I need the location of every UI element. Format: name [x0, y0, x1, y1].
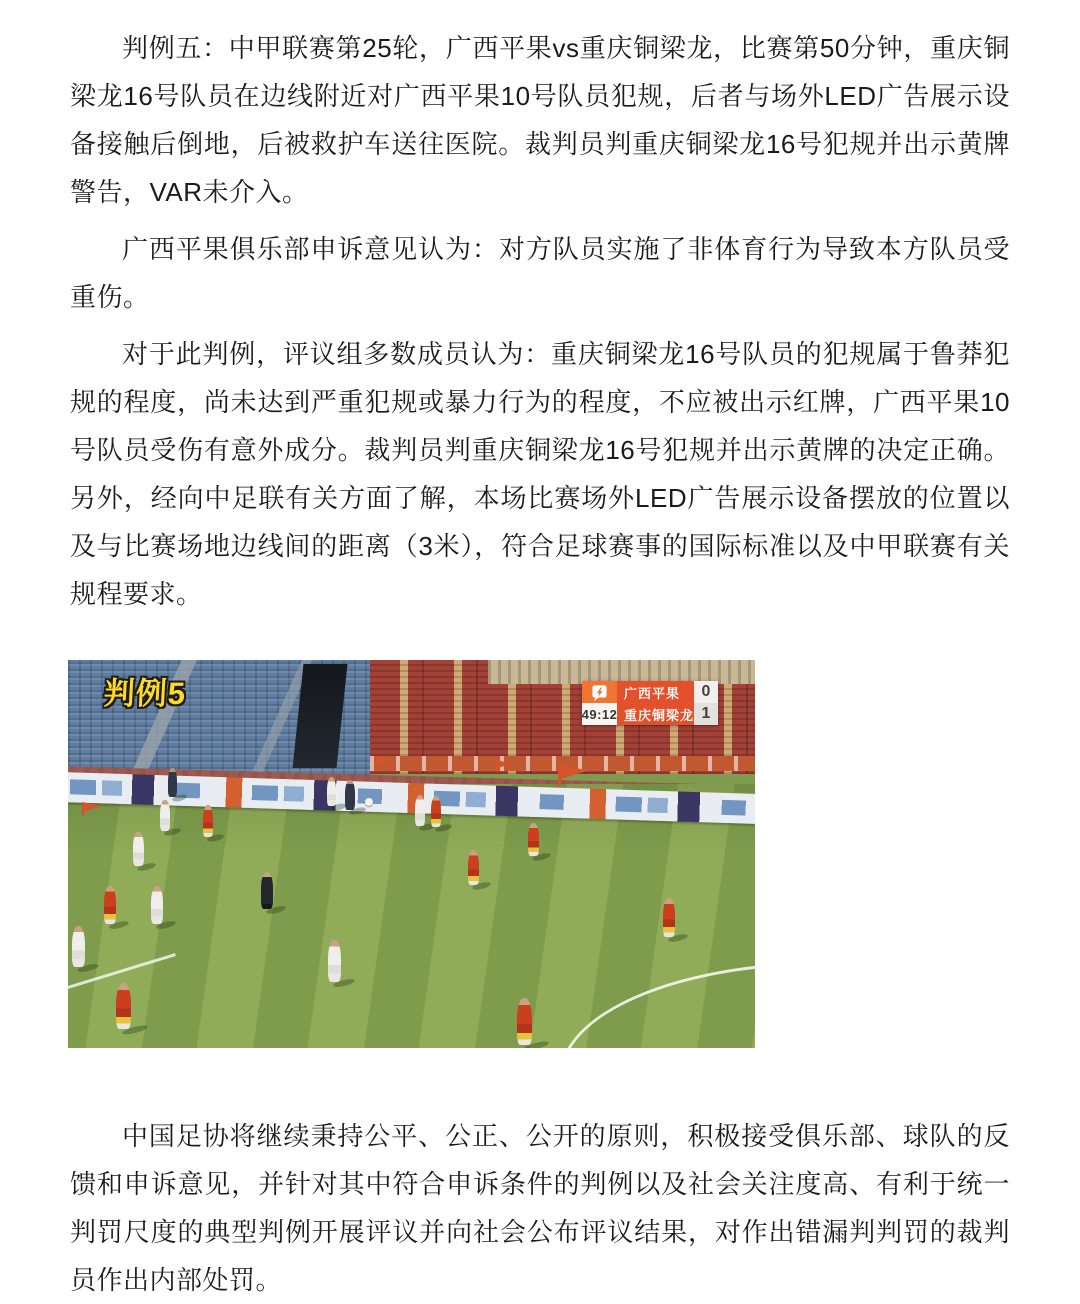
player-red	[431, 796, 441, 827]
center-circle-line	[560, 962, 755, 1048]
player-white	[72, 926, 85, 967]
player-white	[151, 886, 163, 924]
player-dark	[345, 780, 355, 810]
paragraph-cfa-statement: 中国足协将继续秉持公平、公正、公开的原则，积极接受俱乐部、球队的反馈和申诉意见，并针对其中符合申诉条件的判例以及社会关注度高、有利于统一判罚尺度的典型判例开展评议并向社会公布评议结果，对作出错漏判判罚的裁判员作出内部处罚。	[70, 1121, 1010, 1295]
league-logo-icon	[582, 681, 617, 703]
player-red	[528, 823, 539, 856]
away-score: 1	[694, 703, 718, 725]
player-red	[104, 886, 116, 924]
pitch	[68, 784, 755, 1048]
player-white	[327, 777, 336, 806]
match-photo[interactable]	[68, 660, 755, 1048]
home-score: 0	[694, 681, 718, 703]
scoreboard	[582, 681, 718, 725]
away-team-name: 重庆铜梁龙	[617, 703, 694, 725]
player-red	[203, 805, 213, 837]
player-white	[160, 800, 170, 831]
paragraph-club-appeal: 广西平果俱乐部申诉意见认为：对方队员实施了非体育行为导致本方队员受重伤。	[70, 234, 1010, 312]
paragraph-case-description: 判例五：中甲联赛第25轮，广西平果vs重庆铜梁龙，比赛第50分钟，重庆铜梁龙16号队员在边线附近对广西平果10号队员犯规，后者与场外LED广告展示设备接触后倒地，后被救护车送往医院。裁判员判重庆铜梁龙16号犯规并出示黄牌警告，VAR未介入。	[70, 33, 1010, 207]
player-white	[415, 795, 425, 826]
player-red	[116, 983, 131, 1029]
player-dark	[168, 768, 177, 797]
player-referee	[261, 872, 273, 909]
ball	[365, 798, 373, 806]
player-red	[468, 850, 479, 885]
player-white	[133, 832, 144, 866]
player-red	[517, 998, 532, 1045]
player-white	[328, 940, 341, 982]
player-red	[663, 898, 675, 937]
paragraph-panel-opinion: 对于此判例，评议组多数成员认为：重庆铜梁龙16号队员的犯规属于鲁莽犯规的程度，尚未达到严重犯规或暴力行为的程度，不应被出示红牌，广西平果10号队员受伤有意外成分。裁判员判重庆铜梁龙16号犯规并出示黄牌的决定正确。另外，经向中足联有关方面了解，本场比赛场外LED广告展示设备摆放的位置以及与比赛场地边线间的距离（3米），符合足球赛事的国际标准以及中甲联赛有关规程要求。	[70, 339, 1010, 609]
home-team-name: 广西平果	[617, 681, 694, 703]
match-clock: 49:12	[582, 703, 617, 725]
case-label: 判例5	[102, 676, 188, 711]
